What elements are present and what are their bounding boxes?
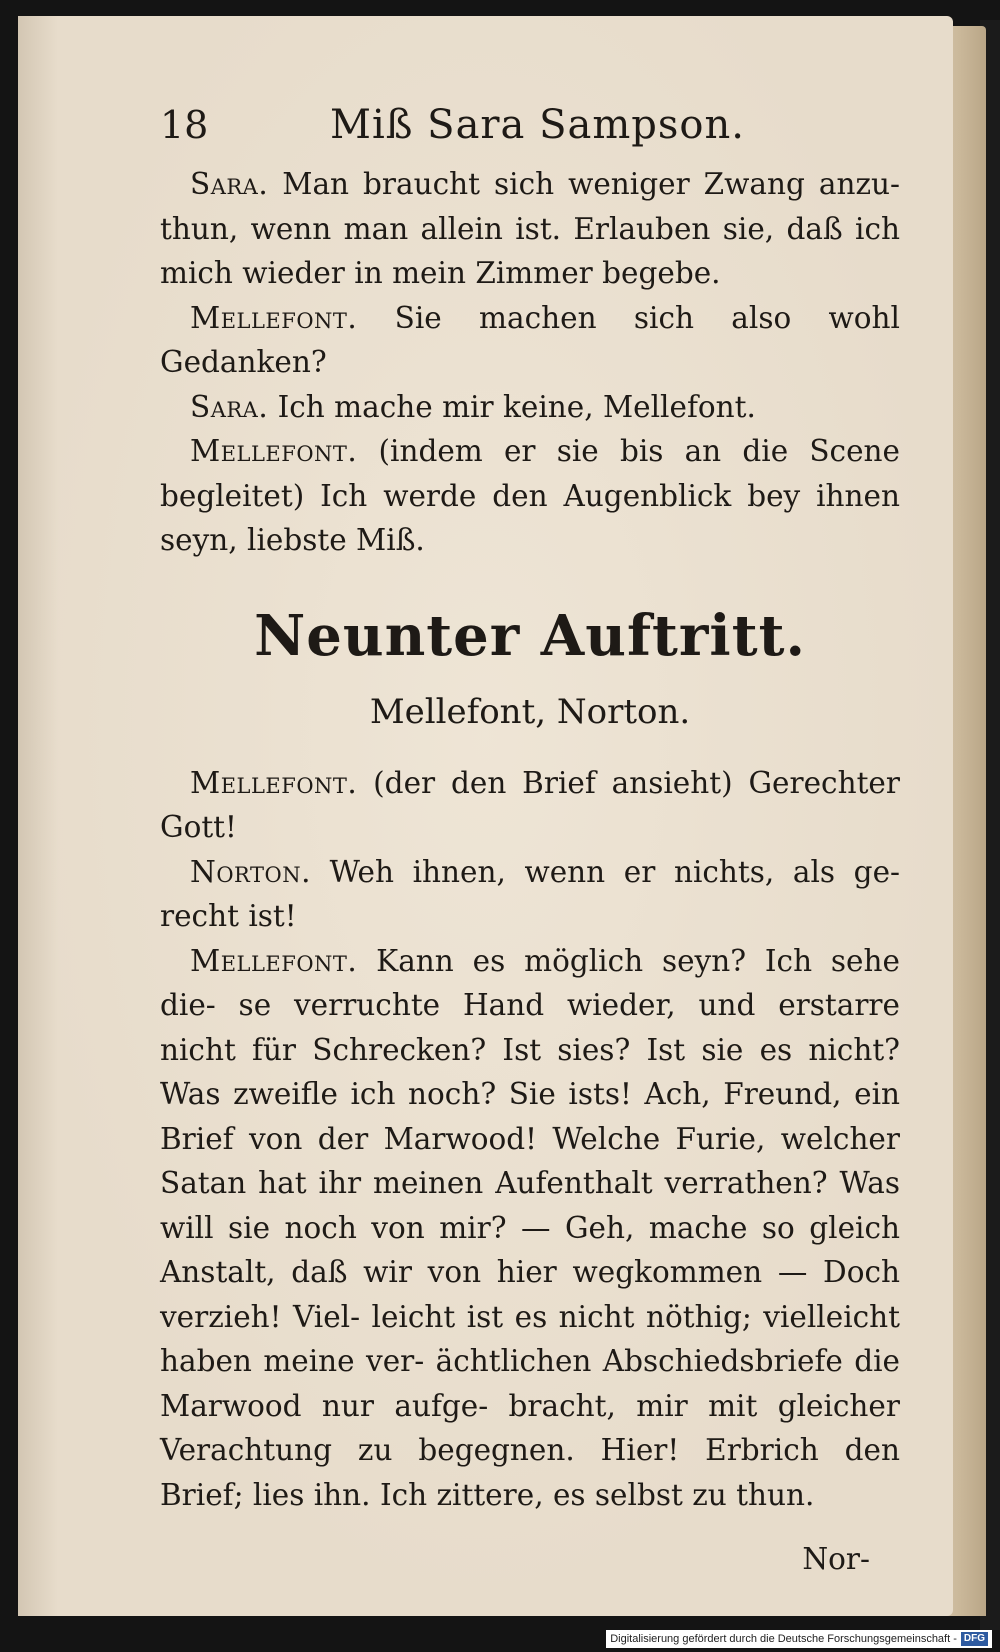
speech-text: Sie machen sich also wohl Gedanken?: [160, 300, 900, 379]
page-content: [160, 102, 900, 1582]
speech-text: (indem er sie bis an die Scene begleitet) Ich werde den Augenblick bey ihnen seyn, liebste Miß.: [160, 434, 900, 557]
running-head: [160, 102, 900, 162]
dialogue-paragraph: [160, 850, 900, 939]
speaker-name: Mellefont.: [190, 943, 358, 978]
dialogue-paragraph: [160, 939, 900, 1518]
speech-text: Ich mache mir keine, Mellefont.: [277, 389, 756, 424]
speech-text: Weh ihnen, wenn er nichts, als ge- recht ist!: [160, 854, 900, 933]
digitization-credit: [606, 1630, 992, 1648]
speaker-name: Sara.: [190, 167, 269, 201]
dialogue-paragraph: [160, 296, 900, 385]
page-number: 18: [160, 103, 209, 147]
speaker-name: Norton.: [190, 854, 311, 889]
speaker-name: Sara.: [190, 389, 269, 424]
book-page: [18, 16, 953, 1616]
catchword: Nor-: [802, 1542, 870, 1576]
speech-text: Kann es möglich seyn? Ich sehe die- se verruchte Hand wieder, und erstarre nicht für Schrecken? Ist sies? Ist sie es nicht? Was zweifle ich noch? Sie ists! Ach, Freund, ein Brief von der Marwood! Welche Furie, welcher Satan hat ihr meinen Aufenthalt verrathen? Was will sie noch von mir? — Geh, mache so gleich Anstalt, daß wir von hier wegkommen — Doch verzieh! Viel- leicht ist es nicht nöthig; vielleicht haben meine ver- ächtlichen Abschiedsbriefe die Marwood nur aufge- bracht, mir mit gleicher Verachtung zu begegnen. Hier! Erbrich den Brief; lies ihn. Ich zittere, es selbst zu thun.: [160, 943, 900, 1512]
dialogue-paragraph: [160, 385, 900, 430]
speaker-name: Mellefont.: [190, 434, 358, 468]
speech-text: Man braucht sich weniger Zwang anzu- thun, wenn man allein ist. Erlauben sie, daß ich mich wieder in mein Zimmer begebe.: [160, 167, 900, 290]
scene-heading: Neunter Auftritt.: [254, 602, 806, 669]
dialogue-before: [160, 162, 900, 563]
dialogue-after: [160, 761, 900, 1518]
dfg-logo-icon: DFG: [961, 1632, 988, 1646]
speech-text: (der den Brief ansieht) Gerechter Gott!: [160, 765, 900, 844]
speaker-name: Mellefont.: [190, 765, 358, 800]
speaker-name: Mellefont.: [190, 300, 358, 335]
dialogue-paragraph: [160, 429, 900, 563]
running-title: Miß Sara Sampson.: [330, 102, 745, 148]
scene-characters: Mellefont, Norton.: [369, 691, 691, 732]
dialogue-paragraph: [160, 761, 900, 850]
credit-text: Digitalisierung gefördert durch die Deutsche Forschungsgemeinschaft -: [610, 1633, 957, 1645]
dialogue-paragraph: [160, 162, 900, 296]
